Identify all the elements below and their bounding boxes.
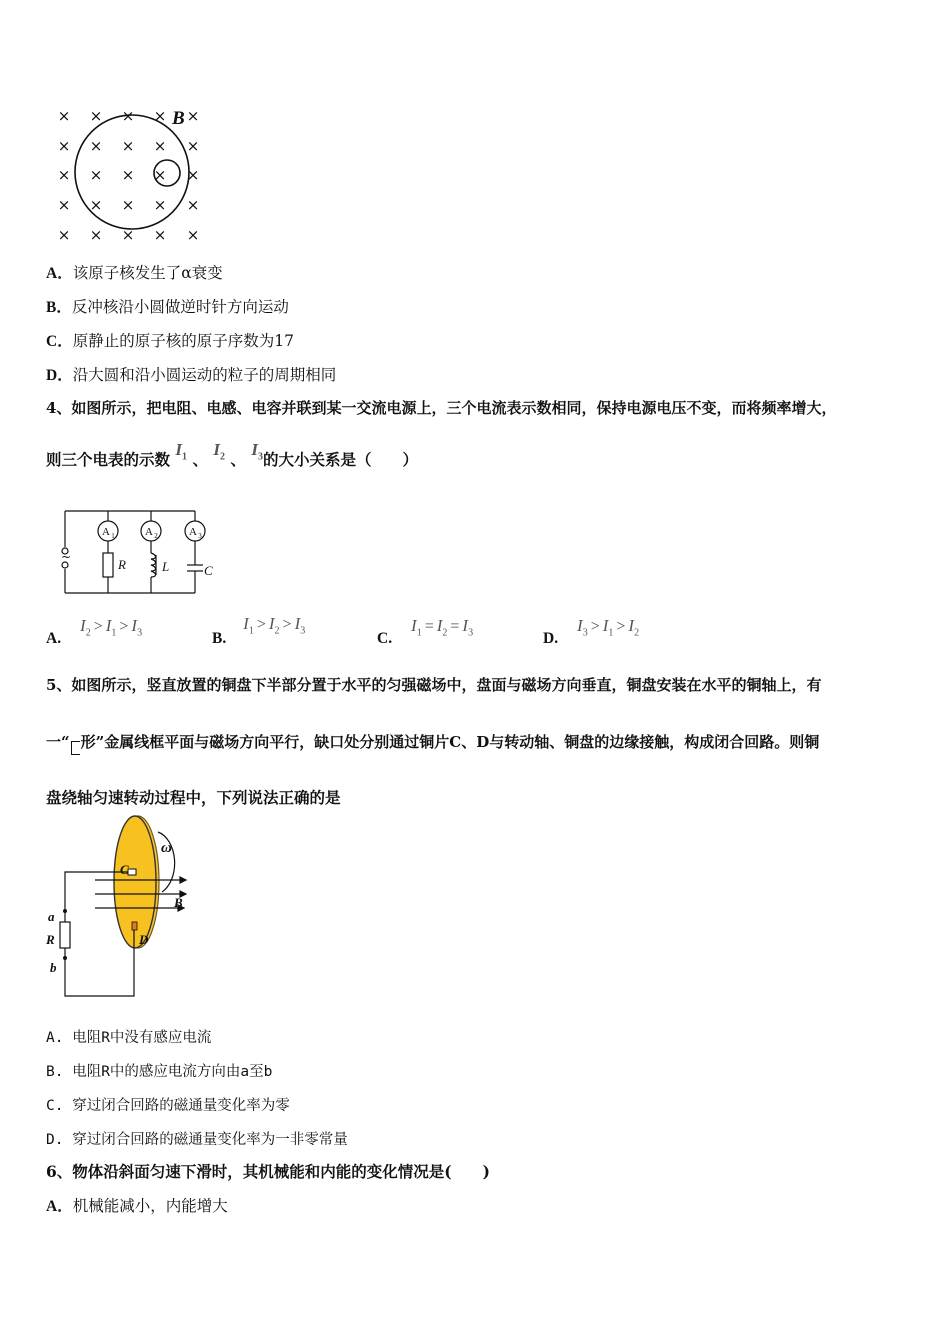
svg-text:A: A [189, 526, 197, 538]
q3-option-b: B．反冲核沿小圆做逆时针方向运动 [46, 298, 289, 316]
q5-option-b: B. 电阻R中的感应电流方向由a至b [46, 1064, 273, 1080]
field-cross: × [89, 166, 103, 184]
ac-source-symbol: ~ [61, 550, 72, 564]
field-cross: × [121, 166, 135, 184]
field-cross: × [89, 107, 103, 125]
field-cross: × [89, 226, 103, 242]
frame-shape-icon [71, 741, 80, 755]
field-cross: × [89, 137, 103, 155]
field-cross: × [186, 166, 200, 184]
q5-option-a: A. 电阻R中没有感应电流 [46, 1030, 212, 1046]
field-cross: × [57, 166, 71, 184]
svg-text:A: A [102, 526, 110, 538]
svg-text:A: A [145, 526, 153, 538]
label-omega: ω [161, 840, 172, 856]
q5-stem-line1: 5、如图所示，竖直放置的铜盘下半部分置于水平的匀强磁场中，盘面与磁场方向垂直，铜盘安装在水平的铜轴上，有 [46, 676, 822, 694]
label-r: R [46, 932, 55, 947]
field-cross: × [121, 196, 135, 214]
label-r: R [118, 557, 126, 572]
q3-option-c: C．原静止的原子核的原子序数为17 [46, 332, 294, 350]
q4-option-b: B. $I_1 > I_2 > I_3$ [212, 614, 306, 647]
copper-disc-figure [40, 812, 200, 1004]
label-c: C [204, 563, 213, 578]
q5-stem-line2: 一“ 形”金属线框平面与磁场方向平行，缺口处分别通过铜片C、D与转动轴、铜盘的边缘接触，构成闭合回路。则铜 [46, 731, 819, 752]
field-cross: × [121, 226, 135, 242]
parallel-circuit-figure [55, 505, 225, 600]
field-cross: × [153, 226, 167, 242]
field-cross: × [121, 137, 135, 155]
q6-option-a: A．机械能减小，内能增大 [46, 1197, 228, 1215]
label-a: a [48, 909, 55, 924]
label-d: D [139, 932, 149, 947]
q6-stem: 6、物体沿斜面匀速下滑时，其机械能和内能的变化情况是( ) [46, 1162, 490, 1181]
field-cross: × [121, 107, 135, 125]
field-cross: × [153, 166, 167, 184]
field-cross: × [153, 107, 167, 125]
svg-text:3: 3 [198, 532, 202, 540]
field-cross: × [57, 196, 71, 214]
svg-text:2: 2 [154, 532, 158, 540]
q4-option-c: C. $I_1 = I_2 = I_3$ [377, 616, 474, 647]
field-cross: × [186, 226, 200, 242]
field-cross: × [153, 137, 167, 155]
label-b-field: B [174, 895, 183, 910]
q5-stem-line3: 盘绕轴匀速转动过程中，下列说法正确的是 [46, 788, 341, 807]
field-cross: × [186, 107, 200, 125]
q4-option-d: D. $I_3 > I_1 > I_2$ [543, 616, 640, 647]
q3-option-d: D．沿大圆和沿小圆运动的粒子的周期相同 [46, 366, 337, 384]
q5-option-d: D. 穿过闭合回路的磁通量变化率为一非零常量 [46, 1132, 348, 1148]
label-l: L [162, 559, 170, 574]
field-label-b: B [172, 108, 185, 129]
field-cross: × [89, 196, 103, 214]
q3-option-a: A．该原子核发生了α衰变 [46, 264, 223, 282]
q4-stem-line2: 则三个电表的示数 $I_1$ 、 $I_2$ 、 $I_3$的大小关系是（ ） [46, 440, 418, 469]
field-cross: × [57, 226, 71, 242]
field-cross: × [186, 137, 200, 155]
q4-option-a: A. $I_2 > I_1 > I_3$ [46, 616, 143, 647]
field-cross: × [186, 196, 200, 214]
field-cross: × [153, 196, 167, 214]
magnetic-field-figure [50, 102, 210, 242]
q5-option-c: C. 穿过闭合回路的磁通量变化率为零 [46, 1098, 290, 1114]
q4-stem-line1: 4、如图所示，把电阻、电感、电容并联到某一交流电源上，三个电流表示数相同，保持电源电压不变，而将频率增大， [46, 399, 837, 417]
svg-text:1: 1 [111, 532, 115, 540]
label-b: b [50, 960, 57, 975]
field-cross: × [57, 107, 71, 125]
label-c: C [120, 862, 129, 877]
field-cross: × [57, 137, 71, 155]
